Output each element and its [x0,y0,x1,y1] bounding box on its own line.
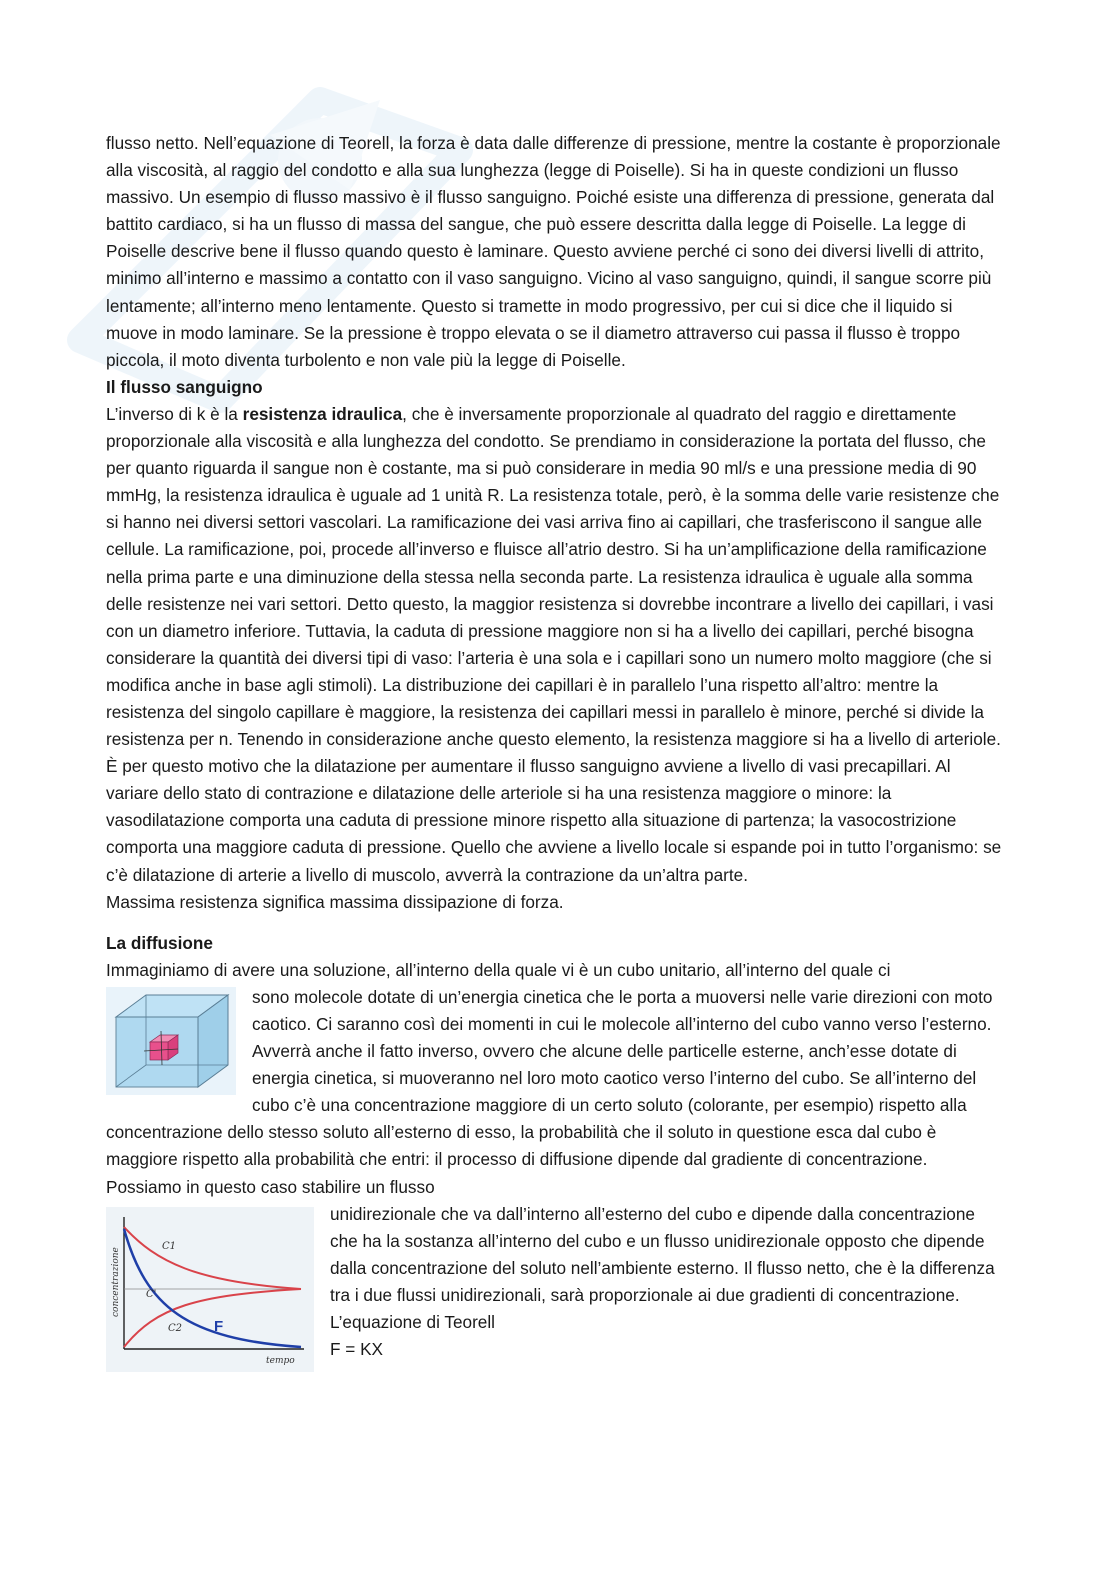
graph-label-cprime: C' [146,1288,157,1300]
graph-label-f: F [214,1317,224,1335]
graph-label-c2: C2 [168,1322,183,1334]
graph-label-c1: C1 [162,1240,177,1252]
equation-teorell: F = KX [330,1339,384,1360]
concentration-graph [106,1207,314,1372]
bold-term-resistenza-idraulica: resistenza idraulica [242,403,403,424]
paragraph-text-rest: , che è inversamente proporzionale al quadrato del raggio e direttamente proporzionale alla viscosità e alla lunghezza del condotto. Se prendiamo in considerazione la portata del flusso, che per quanto riguarda il sangue non è costante, ma si può considerare in media 90 ml/s e una pressione media di 90 mmHg, la resistenza idraulica è uguale ad 1 unità R. La resistenza totale, però, è la somma delle varie resistenze che si hanno nei diversi settori vascolari. La ramificazione dei vasi arriva fino ai capillari, che trasferiscono il sangue alle cellule. La ramificazione, poi, procede all’inverso e fluisce all’atrio destro. Si ha un’amplificazione della ramificazione nella prima parte e una diminuzione della stessa nella seconda parte. La resistenza idraulica è uguale alla somma delle resistenze nei vari settori. Detto questo, la maggior resistenza si dovrebbe incontrare a livello dei capillari, i vasi con un diametro inferiore. Tuttavia, la caduta di pressione maggiore non si ha a livello dei capillari, perché bisogna considerare la quantità dei diversi tipi di vaso: l’arteria è una sola e i capillari sono un numero molto maggiore (che si modifica anche in base agli stimoli). La distribuzione dei capillari è in parallelo l’una rispetto all’altro: mentre la resistenza del singolo capillare è maggiore, la resistenza dei capillari messi in parallelo è minore, perché si divide la resistenza per n. Tenendo in considerazione anche questo elemento, la resistenza maggiore si ha a livello di arteriole. È per questo motivo che la dilatazione per aumentare il flusso sanguigno avviene a livello di vasi precapillari. Al variare dello stato di contrazione e dilatazione delle arteriole si ha una resistenza maggiore o minore: la vasodilatazione comporta una caduta di pressione minore rispetto alla situazione di partenza; la vasocostrizione comporta una maggiore caduta di pressione. Quello che avviene a livello locale si espande poi in tutto l’organismo: se c’è dilatazione di arterie a livello di muscolo, avverrà la contrazione da un’altra parte. [106,403,1002,885]
paragraph-flusso-unidirezionale: unidirezionale che va dall’interno all’esterno del cubo e dipende dalla concentrazione che ha la sostanza all’interno del cubo e un flusso unidirezionale opposto che dipende dalla concentrazione del soluto nell’ambiente esterno. Il flusso netto, che è la differenza tra i due flussi unidirezionali, sarà proporzionale ai due gradienti di concentrazione. L’equazione di Teorell [330,1203,995,1333]
graph-ylabel: concentrazione [111,1246,121,1317]
graph-xlabel: tempo [266,1355,295,1366]
paragraph-resistenza-idraulica [106,401,1006,889]
paragraph-diffusione-body: sono molecole dotate di un’energia cinetica che le porta a muoversi nelle varie direzioni con moto caotico. Ci saranno così dei momenti in cui le molecole all’interno del cubo vanno verso l’esterno. Avverrà anche il fatto inverso, ovvero che alcune delle particelle esterne, anch’esse dotate di energia cinetica, si muoveranno nel loro moto caotico verso l’interno del cubo. Se all’interno del cubo c’è una concentrazione maggiore di un certo soluto (colorante, per esempio) rispetto alla concentrazione dello stesso soluto all’esterno di esso, la probabilità che il soluto in questione esca dal cubo è maggiore rispetto alla probabilità che entri: il processo di diffusione dipende dal gradiente di concentrazione. Possiamo in questo caso stabilire un flusso [106,986,993,1197]
paragraph-diffusione-intro: Immaginiamo di avere una soluzione, all’interno della quale vi è un cubo unitario, all’interno del quale ci [106,959,891,980]
heading-flusso-sanguigno: Il flusso sanguigno [106,376,263,397]
paragraph-massima-resistenza: Massima resistenza significa massima dissipazione di forza. [106,891,564,912]
paragraph-text-start: L’inverso di k è la [106,403,243,424]
document-page [106,130,1006,1372]
cube-diagram [106,987,236,1095]
heading-diffusione: La diffusione [106,932,213,953]
paragraph-flusso-netto: flusso netto. Nell’equazione di Teorell, la forza è data dalle differenze di pressione, mentre la costante è proporzionale alla viscosità, al raggio del condotto e alla sua lunghezza (legge di Poiselle). Si ha in queste condizioni un flusso massivo. Un esempio di flusso massivo è il flusso sanguigno. Poiché esiste una differenza di pressione, generata dal battito cardiaco, si ha un flusso di massa del sangue, che può essere descritta dalla legge di Poiselle. La legge di Poiselle descrive bene il flusso quando questo è laminare. Questo avviene perché ci sono dei diversi livelli di attrito, minimo all’interno e massimo a contatto con il vaso sanguigno. Vicino al vaso sanguigno, quindi, il sangue scorre più lentamente; all’interno meno lentamente. Questo si tramette in modo progressivo, per cui si dice che il liquido si muove in modo laminare. Se la pressione è troppo elevata o se il diametro attraverso cui passa il flusso è troppo piccola, il moto diventa turbolento e non vale più la legge di Poiselle. [106,133,1001,370]
